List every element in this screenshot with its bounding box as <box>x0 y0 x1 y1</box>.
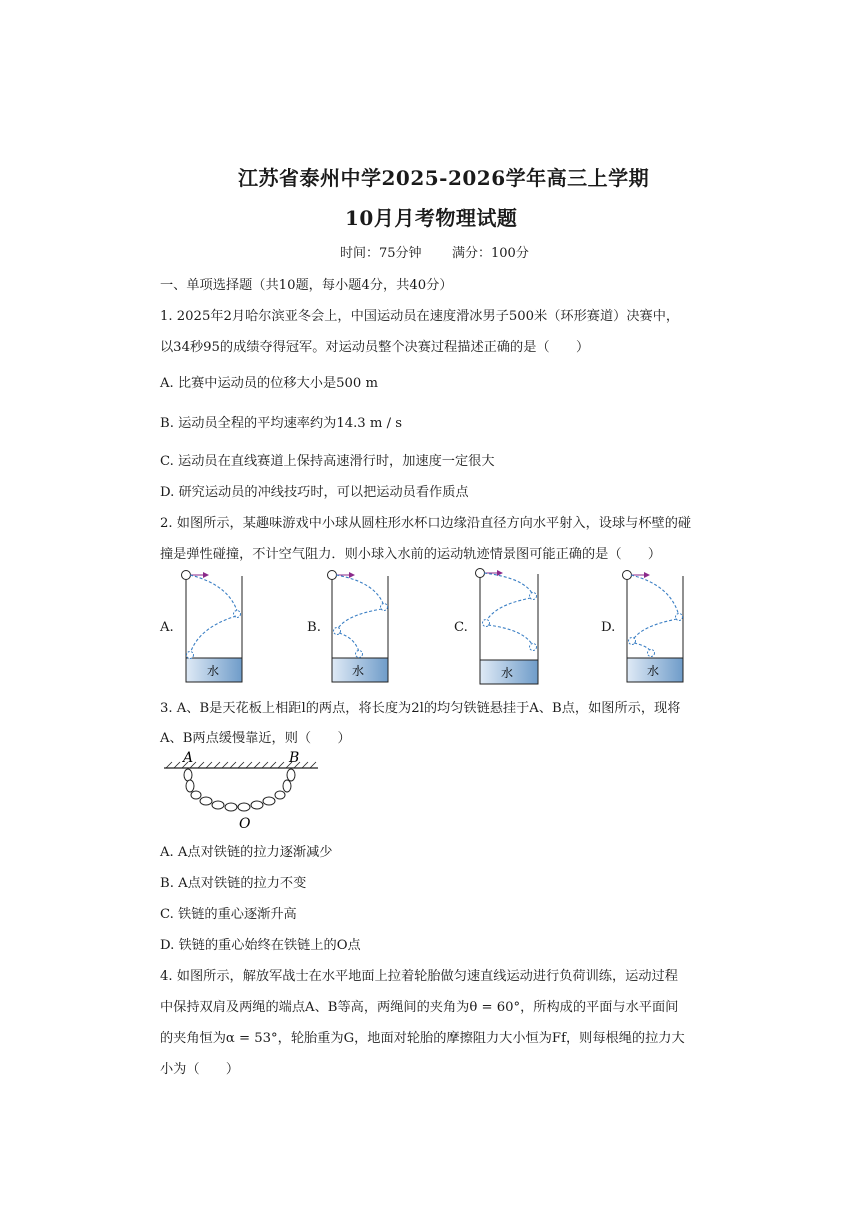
q4-stem-line2: 中保持双肩及两绳的端点A、B等高，两绳间的夹角为θ = 60°，所构成的平面与水平面间 <box>160 1000 679 1015</box>
q2-water-label-b: 水 <box>352 664 365 678</box>
exam-title-line2: 10月月考物理试题 <box>345 206 518 230</box>
q2-cup-c <box>476 569 539 685</box>
q1-stem-line1: 1. 2025年2月哈尔滨亚冬会上，中国运动员在速度滑冰男子500米（环形赛道）决赛中， <box>160 309 680 324</box>
q4-stem-line3: 的夹角恒为α = 53°，轮胎重为G，地面对轮胎的摩擦阻力大小恒为Ff，则每根绳的拉力大 <box>160 1031 685 1046</box>
q2-option-c-letter: C. <box>454 620 468 635</box>
q1-stem-line2: 以34秒95的成绩夺得冠军。对运动员整个决赛过程描述正确的是（ ） <box>160 340 590 355</box>
q1-option-b: B. 运动员全程的平均速率约为14.3 m / s <box>160 416 402 431</box>
q1-option-d: D. 研究运动员的冲线技巧时，可以把运动员看作质点 <box>160 485 469 500</box>
q4-stem-line1: 4. 如图所示，解放军战士在水平地面上拉着轮胎做匀速直线运动进行负荷训练，运动过程 <box>160 969 678 984</box>
q1-option-a: A. 比赛中运动员的位移大小是500 m <box>160 376 379 391</box>
q3-label-b: B <box>289 750 300 766</box>
q2-stem-line2: 撞是弹性碰撞，不计空气阻力．则小球入水前的运动轨迹情景图可能正确的是（ ） <box>160 547 662 562</box>
q4-stem-line4: 小为（ ） <box>160 1062 240 1077</box>
q3-label-o: O <box>239 816 251 832</box>
q3-chain-figure <box>150 748 330 832</box>
q3-option-d: D. 铁链的重心始终在铁链上的O点 <box>160 938 361 953</box>
exam-title-line1: 江苏省泰州中学2025-2026学年高三上学期 <box>238 166 650 190</box>
q2-cup-a <box>182 571 243 683</box>
q3-option-b: B. A点对铁链的拉力不变 <box>160 876 307 891</box>
exam-time: 时间：75分钟 <box>340 246 422 261</box>
q2-water-label-d: 水 <box>647 664 660 678</box>
q2-cup-b <box>328 571 389 683</box>
q2-stem-line1: 2. 如图所示，某趣味游戏中小球从圆柱形水杯口边缘沿直径方向水平射入，设球与杯壁的碰 <box>160 516 692 531</box>
q2-water-label-c: 水 <box>501 666 514 680</box>
q2-option-b-letter: B. <box>307 620 321 635</box>
q2-cup-d <box>623 571 684 683</box>
q3-label-a: A <box>183 750 194 766</box>
exam-score: 满分：100分 <box>452 246 529 261</box>
q2-water-label-a: 水 <box>207 664 220 678</box>
q3-stem-line2: A、B两点缓慢靠近，则（ ） <box>160 731 351 746</box>
q3-option-c: C. 铁链的重心逐渐升高 <box>160 907 297 922</box>
q2-option-a-letter: A. <box>160 620 174 635</box>
q3-stem-line1: 3. A、B是天花板上相距l的两点，将长度为2l的均匀铁链悬挂于A、B点，如图所示，现将 <box>160 701 681 716</box>
q1-option-c: C. 运动员在直线赛道上保持高速滑行时，加速度一定很大 <box>160 454 495 469</box>
q2-option-d-letter: D. <box>601 620 616 635</box>
section-heading: 一、单项选择题（共10题，每小题4分，共40分） <box>160 278 453 293</box>
q3-option-a: A. A点对铁链的拉力逐渐减少 <box>160 845 333 860</box>
q2-figures <box>0 560 868 690</box>
